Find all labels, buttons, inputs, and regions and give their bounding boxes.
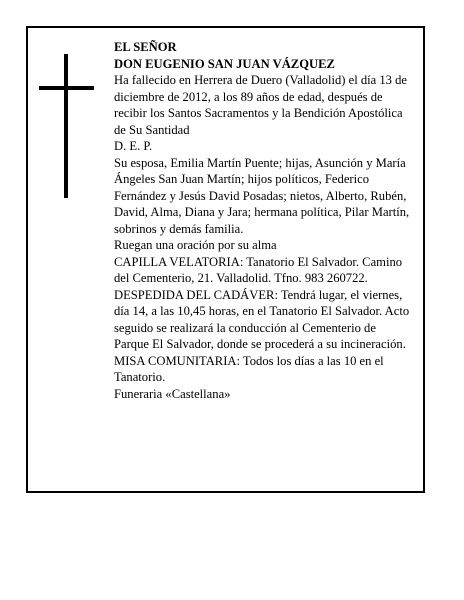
- prayer-request: Ruegan una oración por su alma: [114, 238, 277, 252]
- family-list: Su esposa, Emilia Martín Puente; hijas, Asunción y María Ángeles San Juan Martín; hijos políticos, Federico Fernández y Jesús David Posadas; nietos, Alberto, Rubén, David, Alma, Diana y Jara; hermana política, Pilar Martín, sobrinos y demás familia.: [114, 155, 410, 236]
- mass-info: MISA COMUNITARIA: Todos los días a las 10 en el Tanatorio.: [114, 353, 384, 384]
- deceased-name: DON EUGENIO SAN JUAN VÁZQUEZ: [114, 56, 335, 71]
- death-announcement: Ha fallecido en Herrera de Duero (Valladolid) el día 13 de diciembre de 2012, a los 89 años de edad, después de recibir los Santos Sacramentos y la Bendición Apostólica de Su Santidad: [114, 73, 408, 137]
- cross-horizontal-bar: [39, 86, 94, 90]
- chapel-info: CAPILLA VELATORIA: Tanatorio El Salvador. Camino del Cementerio, 21. Valladolid. Tfno. 983 260722.: [114, 254, 403, 285]
- obituary-title: EL SEÑOR: [114, 40, 177, 54]
- obituary-text: [114, 39, 414, 402]
- funeral-home: Funeraria «Castellana»: [114, 386, 231, 401]
- cross-vertical-bar: [64, 54, 68, 198]
- rip-line: D. E. P.: [114, 139, 153, 153]
- farewell-info: DESPEDIDA DEL CADÁVER: Tendrá lugar, el viernes, día 14, a las 10,45 horas, en el Tanatorio El Salvador. Acto seguido se realizará la conducción al Cementerio de Parque El Salvador, donde se procederá a su incineración.: [114, 287, 410, 351]
